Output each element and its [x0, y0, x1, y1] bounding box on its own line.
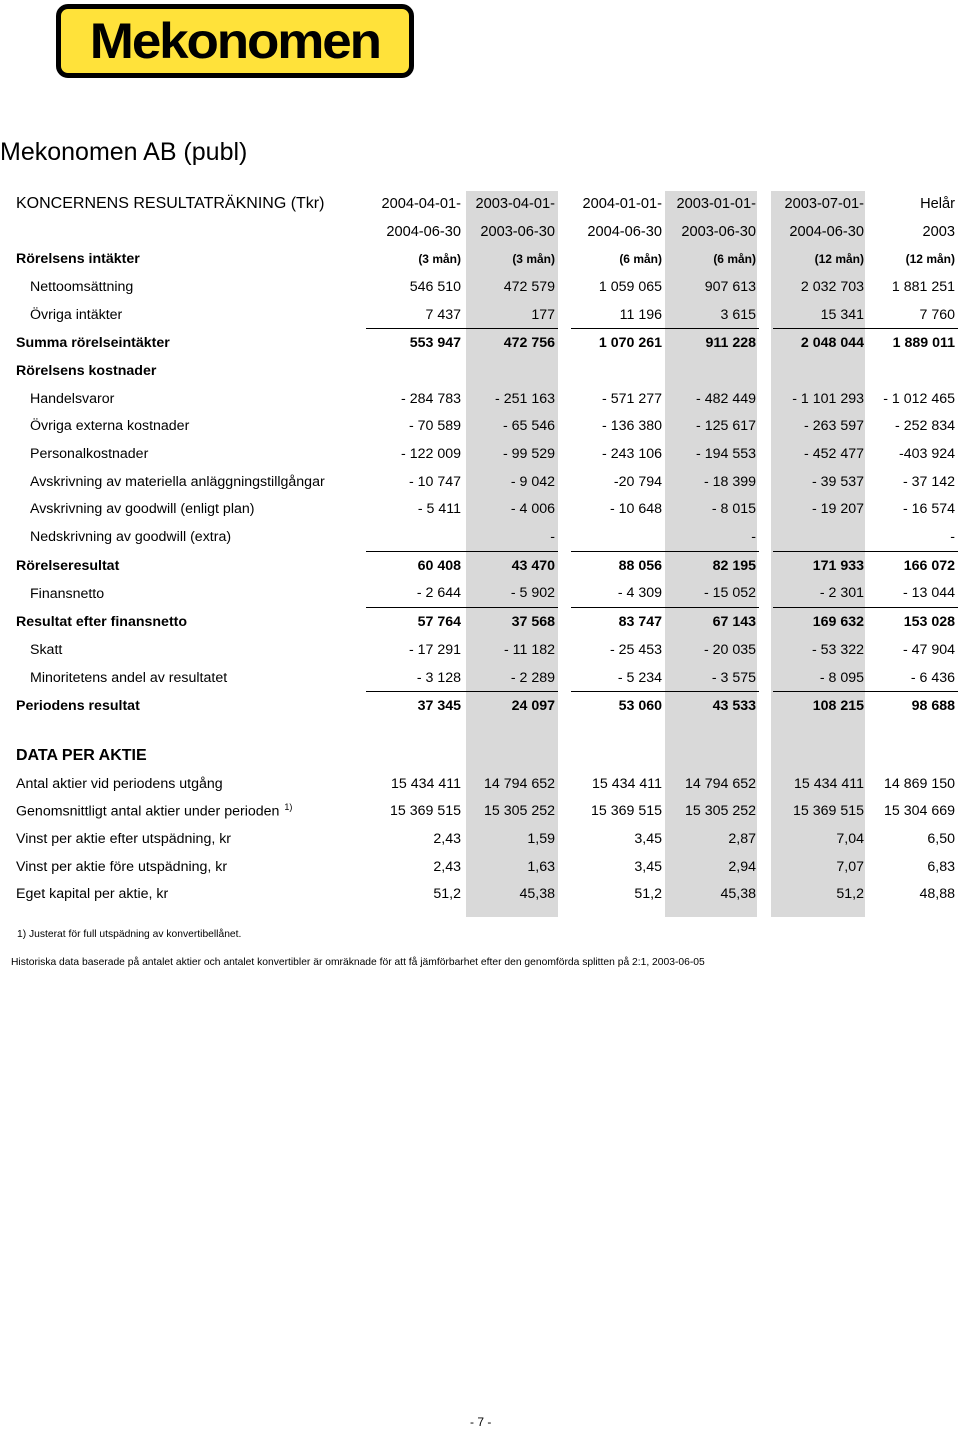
cell-value: 1 059 065 [598, 278, 662, 295]
share-data-title: DATA PER AKTIE [16, 746, 147, 764]
cell-value: 472 756 [503, 335, 555, 352]
cell-value: 15 434 411 [592, 775, 662, 792]
cell-value: 2,94 [728, 858, 756, 875]
cell-value: 15 305 252 [483, 803, 555, 820]
cell-value: 14 794 652 [483, 775, 555, 792]
cell-value: 51,2 [836, 886, 864, 903]
row-label: Vinst per aktie efter utspädning, kr [16, 830, 232, 847]
cell-value: 7 760 [867, 301, 958, 329]
row-label: Nedskrivning av goodwill (extra) [30, 529, 232, 546]
cell-value: 472 579 [503, 278, 555, 295]
row-label-cell [16, 881, 366, 909]
row-label-cell [16, 523, 366, 551]
cell-value: 53 060 [618, 698, 662, 715]
cell-value: 15 434 411 [794, 775, 864, 792]
cell-value: - [665, 523, 759, 551]
row-label-cell [16, 770, 366, 798]
cell-value: 67 143 [712, 614, 756, 631]
row-label: Periodens resultat [16, 697, 140, 714]
cell-value: - 194 553 [696, 446, 756, 463]
cell-value: - 5 902 [464, 580, 558, 608]
cell-value: - 8 095 [773, 664, 867, 692]
share-data-header-row [16, 720, 958, 770]
cell-value: 83 747 [618, 614, 662, 631]
cell-value: - 2 644 [366, 580, 464, 608]
cell-value: - 3 575 [665, 664, 759, 692]
cell-value: - 2 301 [773, 580, 867, 608]
row-label: Avskrivning av materiella anläggningstillgångar [30, 473, 325, 490]
page-number: - 7 - [470, 1415, 492, 1429]
footnote-split: Historiska data baserade på antalet aktier och antalet konvertibler är omräknade för att få jämförbarhet efter den genomförda splitten på 2:1, 2003-06-05 [11, 957, 705, 968]
cell-value: - 3 128 [366, 664, 464, 692]
col-header-end: 2004-06-30 [789, 223, 864, 240]
row-label: Resultat efter finansnetto [16, 613, 188, 630]
cell-value: 11 196 [571, 301, 665, 329]
footnote-marker: 1) [284, 802, 293, 813]
cell-value [773, 357, 867, 385]
period-unit: (6 mån) [619, 252, 662, 267]
cell-value: 43 470 [511, 557, 555, 574]
cell-value: 51,2 [634, 886, 662, 903]
cell-value: 14 869 150 [883, 775, 955, 792]
col-header-end: 2003-06-30 [681, 223, 756, 240]
table-row [16, 551, 958, 579]
period-unit: (6 mån) [713, 252, 756, 267]
cell-value: 37 568 [511, 614, 555, 631]
cell-value: 15 434 411 [391, 775, 461, 792]
row-label-cell [16, 825, 366, 853]
cell-value: - 284 783 [401, 390, 461, 407]
cell-value: 45,38 [519, 886, 555, 903]
row-label: Antal aktier vid periodens utgång [16, 775, 223, 792]
cell-value: -20 794 [613, 473, 662, 490]
cell-value: 45,38 [720, 886, 756, 903]
row-label-cell [16, 301, 366, 329]
cell-value: 7,07 [836, 858, 864, 875]
cell-value: 1,59 [527, 830, 555, 847]
table-row [16, 636, 958, 664]
cell-value [773, 523, 867, 551]
cell-value: - 37 142 [902, 473, 955, 490]
company-title: Mekonomen AB (publ) [0, 138, 248, 166]
col-header-end: 2003 [922, 223, 955, 240]
row-label-cell [16, 608, 366, 636]
col-header-end: 2004-06-30 [587, 223, 662, 240]
cell-value: - 4 309 [571, 580, 665, 608]
table-row [16, 440, 958, 468]
units-row [16, 245, 958, 273]
cell-value: 1 070 261 [598, 335, 662, 352]
table-row [16, 664, 958, 692]
cell-value: - 136 380 [602, 418, 662, 435]
cell-value: - 47 904 [902, 641, 955, 658]
cell-value: 15 369 515 [590, 803, 662, 820]
cell-value: - 122 009 [401, 446, 461, 463]
cell-value: 48,88 [919, 886, 955, 903]
row-label-cell [16, 329, 366, 357]
cell-value: - 53 322 [811, 641, 864, 658]
table-row [16, 357, 958, 385]
cell-value: - 17 291 [408, 641, 461, 658]
row-label: Rörelsens intäkter [16, 251, 140, 268]
row-label: Nettoomsättning [30, 278, 134, 295]
cell-value: 98 688 [911, 698, 955, 715]
cell-value: 82 195 [712, 557, 756, 574]
period-unit: (3 mån) [512, 252, 555, 267]
row-label-cell [16, 468, 366, 496]
footnote-dilution: 1) Justerat för full utspädning av konvertibellånet. [17, 929, 242, 940]
row-label-cell [16, 664, 366, 692]
cell-value: 43 533 [712, 698, 756, 715]
mekonomen-logo [56, 4, 414, 78]
cell-value: 169 632 [812, 614, 864, 631]
cell-value: - 65 546 [502, 418, 555, 435]
row-label-cell [16, 273, 366, 301]
col-header-end: 2003-06-30 [480, 223, 555, 240]
table-row [16, 580, 958, 608]
table-row [16, 523, 958, 551]
row-label: Rörelseresultat [16, 557, 120, 574]
cell-value: 553 947 [409, 335, 461, 352]
row-label: Övriga intäkter [30, 306, 123, 323]
income-statement-table [16, 190, 958, 908]
cell-value: 546 510 [409, 278, 461, 295]
cell-value: - 16 574 [902, 501, 955, 518]
cell-value: 153 028 [903, 614, 955, 631]
cell-value: 166 072 [903, 557, 955, 574]
row-label-cell [16, 440, 366, 468]
cell-value: - 39 537 [811, 473, 864, 490]
cell-value: - 2 289 [464, 664, 558, 692]
cell-value: 15 369 515 [792, 803, 864, 820]
table-row [16, 329, 958, 357]
row-label: Summa rörelseintäkter [16, 335, 170, 352]
cell-value: - 571 277 [602, 390, 662, 407]
row-label: Övriga externa kostnader [30, 418, 190, 435]
cell-value: - 1 101 293 [792, 390, 864, 407]
cell-value: 1,63 [527, 858, 555, 875]
row-label-cell [16, 357, 366, 385]
cell-value: - 19 207 [811, 501, 864, 518]
cell-value: 171 933 [812, 557, 864, 574]
cell-value: - 18 399 [703, 473, 756, 490]
col-header-start: 2003-01-01- [676, 195, 756, 212]
table-row [16, 468, 958, 496]
cell-value: 2,43 [433, 830, 461, 847]
row-label: Eget kapital per aktie, kr [16, 886, 169, 903]
cell-value: 37 345 [417, 698, 461, 715]
row-label: Skatt [30, 641, 63, 658]
header-row-start-dates [16, 190, 958, 218]
period-unit: (12 mån) [905, 252, 955, 267]
period-unit: (3 mån) [418, 252, 461, 267]
cell-value: - 13 044 [867, 580, 958, 608]
cell-value: - 70 589 [408, 418, 461, 435]
logo-text: Mekonomen [89, 13, 381, 69]
cell-value: 24 097 [511, 698, 555, 715]
row-label-cell [16, 853, 366, 881]
table-row [16, 413, 958, 441]
cell-value: - [464, 523, 558, 551]
table-row [16, 608, 958, 636]
cell-value: 15 304 669 [883, 803, 955, 820]
cell-value: - 4 006 [510, 501, 555, 518]
row-label-cell [16, 692, 366, 720]
col-header-start: 2003-04-01- [475, 195, 555, 212]
cell-value: - 6 436 [867, 664, 958, 692]
table-row [16, 881, 958, 909]
cell-value [571, 357, 665, 385]
row-label: Vinst per aktie före utspädning, kr [16, 858, 228, 875]
table-row [16, 770, 958, 798]
cell-value: - 482 449 [696, 390, 756, 407]
col-header-start: 2004-01-01- [582, 195, 662, 212]
row-label: Minoritetens andel av resultatet [30, 669, 228, 686]
cell-value: 51,2 [433, 886, 461, 903]
row-label: Genomsnittligt antal aktier under perioden [16, 804, 280, 821]
cell-value: - 1 012 465 [883, 390, 955, 407]
col-header-start: Helår [920, 195, 955, 212]
table-row [16, 853, 958, 881]
cell-value: 2 032 703 [800, 278, 864, 295]
cell-value: - 9 042 [510, 473, 555, 490]
cell-value: 15 369 515 [389, 803, 461, 820]
cell-value [867, 357, 958, 385]
col-header-end: 2004-06-30 [386, 223, 461, 240]
cell-value: 1 889 011 [892, 335, 955, 352]
cell-value: 177 [464, 301, 558, 329]
row-label: Rörelsens kostnader [16, 362, 157, 379]
cell-value: 907 613 [704, 278, 756, 295]
cell-value: 1 881 251 [891, 278, 955, 295]
cell-value: 2,87 [728, 830, 756, 847]
table-row [16, 496, 958, 524]
cell-value: 60 408 [417, 557, 461, 574]
cell-value: 15 341 [773, 301, 867, 329]
cell-value: - 20 035 [703, 641, 756, 658]
row-label: Personalkostnader [30, 446, 149, 463]
cell-value: - 251 163 [495, 390, 555, 407]
cell-value: - 25 453 [609, 641, 662, 658]
cell-value: 3 615 [665, 301, 759, 329]
cell-value: - 11 182 [503, 641, 555, 658]
cell-value: 2 048 044 [800, 335, 864, 352]
row-label-cell [16, 385, 366, 413]
row-label-cell [16, 551, 366, 579]
col-header-start: 2004-04-01- [381, 195, 461, 212]
row-label: Handelsvaror [30, 390, 115, 407]
cell-value: - 8 015 [711, 501, 756, 518]
cell-value [665, 357, 759, 385]
cell-value: - 5 411 [417, 501, 461, 518]
cell-value: - 243 106 [602, 446, 662, 463]
row-label-cell [16, 797, 366, 825]
cell-value: -403 924 [898, 446, 955, 463]
cell-value: 14 794 652 [684, 775, 756, 792]
cell-value: - 10 648 [609, 501, 662, 518]
cell-value: 6,50 [927, 830, 955, 847]
cell-value: 7,04 [836, 830, 864, 847]
cell-value [571, 523, 665, 551]
cell-value: 57 764 [417, 614, 461, 631]
cell-value: 6,83 [927, 858, 955, 875]
cell-value: - 10 747 [408, 473, 461, 490]
cell-value: 88 056 [618, 557, 662, 574]
cell-value: - [867, 523, 958, 551]
row-label: Finansnetto [30, 585, 105, 602]
table-row [16, 825, 958, 853]
cell-value: - 252 834 [895, 418, 955, 435]
cell-value: - 125 617 [696, 418, 756, 435]
cell-value [366, 523, 464, 551]
cell-value: 108 215 [812, 698, 864, 715]
cell-value: - 263 597 [804, 418, 864, 435]
table-row [16, 273, 958, 301]
cell-value: 2,43 [433, 858, 461, 875]
table-row [16, 797, 958, 825]
cell-value: - 452 477 [804, 446, 864, 463]
cell-value [366, 357, 464, 385]
header-row-end-dates [16, 218, 958, 246]
cell-value: - 5 234 [571, 664, 665, 692]
col-header-start: 2003-07-01- [784, 195, 864, 212]
table-row [16, 301, 958, 329]
row-label-cell [16, 580, 366, 608]
cell-value: 911 228 [705, 335, 756, 352]
table-row [16, 385, 958, 413]
cell-value [464, 357, 558, 385]
cell-value: 3,45 [634, 858, 662, 875]
row-label-cell [16, 496, 366, 524]
cell-value: 3,45 [634, 830, 662, 847]
period-unit: (12 mån) [814, 252, 864, 267]
row-label-cell [16, 636, 366, 664]
cell-value: - 15 052 [665, 580, 759, 608]
cell-value: 15 305 252 [684, 803, 756, 820]
row-label: Avskrivning av goodwill (enligt plan) [30, 501, 255, 518]
cell-value: 7 437 [366, 301, 464, 329]
row-label-cell [16, 413, 366, 441]
table-row [16, 692, 958, 720]
income-statement-title: KONCERNENS RESULTATRÄKNING (Tkr) [16, 194, 325, 212]
cell-value: - 99 529 [502, 446, 555, 463]
